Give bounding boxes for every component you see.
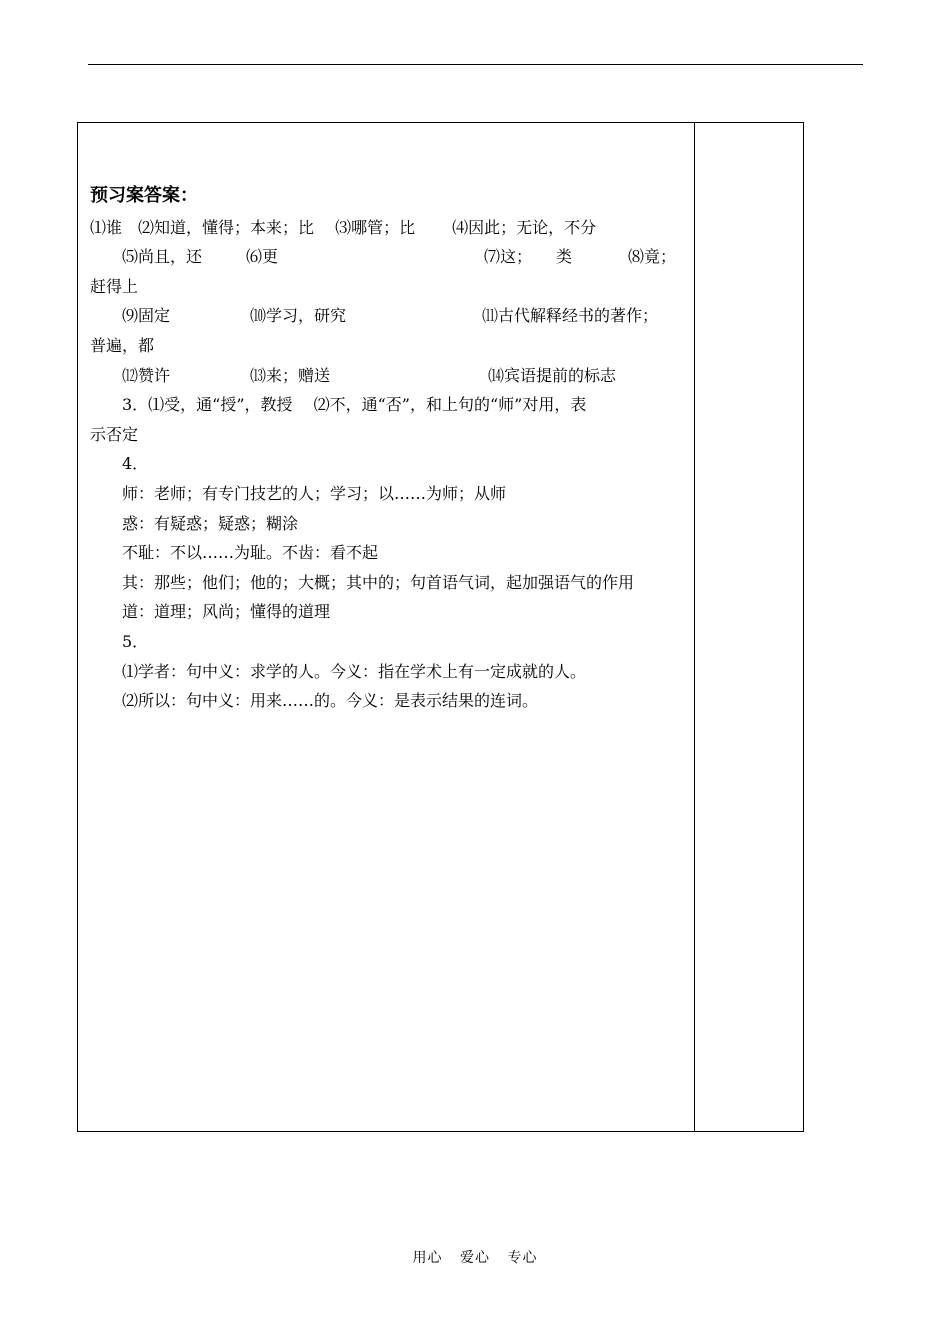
- answer-7: ⑺这； 类: [484, 247, 573, 267]
- answer-6: ⑹更: [246, 247, 279, 267]
- answer-11: ⑾古代解释经书的著作；: [482, 306, 659, 326]
- answer-5: ⑸尚且，还: [122, 247, 203, 267]
- item-5-line: ⑴学者：句中义：求学的人。今义：指在学术上有一定成就的人。: [122, 661, 587, 681]
- answer-row-5-cont: 赶得上: [90, 276, 139, 296]
- notes-column: [695, 123, 803, 1131]
- answer-9: ⑼固定: [122, 306, 171, 326]
- answer-row-9: [90, 301, 688, 331]
- answer-content: [90, 181, 688, 716]
- answer-13: ⒀来；赠送: [250, 365, 331, 385]
- item-4-line: 师：老师；有专门技艺的人；学习；以……为师；从师: [122, 483, 507, 503]
- item-5-label: 5．: [122, 631, 149, 651]
- item-4-line: 惑：有疑惑；疑惑；糊涂: [122, 513, 299, 533]
- answer-8: ⑻竟；: [628, 247, 677, 267]
- item-5-line: ⑵所以：句中义：用来……的。今义：是表示结果的连词。: [122, 691, 539, 711]
- footer-word: 爱心: [460, 1250, 490, 1266]
- item-3-cont: 示否定: [90, 424, 139, 444]
- section-heading: 预习案答案：: [90, 185, 198, 206]
- answer-table: [77, 122, 804, 1132]
- item-4-line: 不耻：不以……为耻。不齿：看不起: [122, 543, 379, 563]
- answer-row-5: [90, 242, 688, 272]
- item-4-line: 其：那些；他们；他的；大概；其中的；句首语气词，起加强语气的作用: [122, 572, 635, 592]
- footer-word: 用心: [412, 1250, 443, 1266]
- item-3: 3．⑴受，通“授”，教授 ⑵不，通“否”，和上句的“师”对用，表: [122, 395, 587, 415]
- page-footer: [0, 1247, 950, 1267]
- answer-12: ⑿赞许: [122, 365, 171, 385]
- item-4-label: 4．: [122, 454, 149, 474]
- answer-row-9-cont: 普遍，都: [90, 335, 155, 355]
- answer-row-12: [90, 361, 688, 391]
- item-4-line: 道：道理；风尚；懂得的道理: [122, 602, 331, 622]
- header-rule: [88, 64, 863, 65]
- answer-10: ⑽学习，研究: [250, 306, 347, 326]
- footer-word: 专心: [507, 1250, 538, 1266]
- answer-line-1: ⑴谁 ⑵知道，懂得；本来；比 ⑶哪管；比 ⑷因此；无论，不分: [90, 217, 597, 237]
- answer-14: ⒁宾语提前的标志: [488, 365, 617, 385]
